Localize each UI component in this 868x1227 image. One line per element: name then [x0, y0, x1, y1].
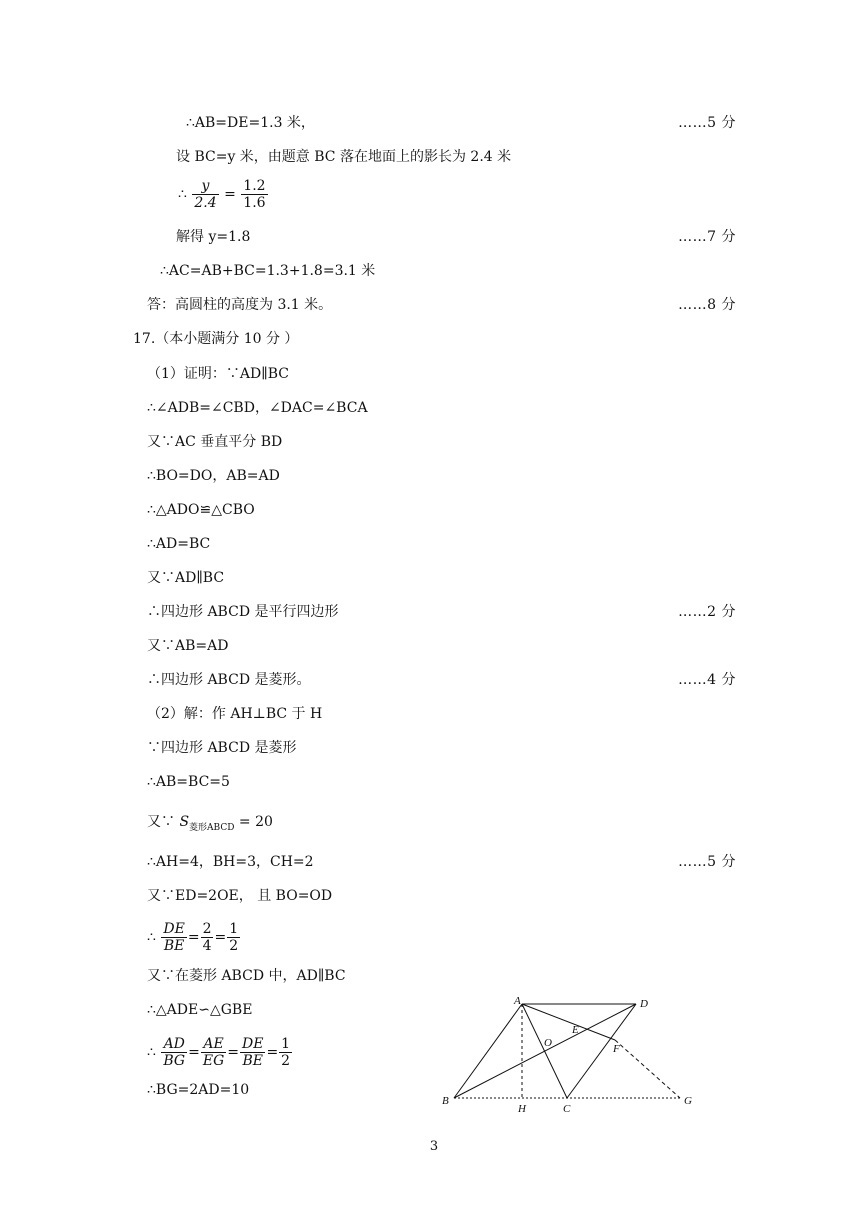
line-in-rhombus: 又∵在菱形 ABCD 中，AD∥BC	[147, 968, 346, 984]
label-G: G	[684, 1095, 692, 1107]
problem-17-heading: 17.（本小题满分 10 分 ）	[133, 331, 299, 347]
line-angles: ∴∠ADB=∠CBD，∠DAC=∠BCA	[147, 400, 368, 416]
score-8: ……8 分	[678, 297, 736, 313]
label-O: O	[544, 1037, 552, 1049]
line-is-rhombus: ∵四边形 ABCD 是菱形	[147, 740, 297, 756]
score-5a: ……5 分	[678, 115, 736, 131]
line-ratio: ∴ $\frac{y}{2.4}$ = $\frac{1.2}{1.6}$	[178, 178, 266, 211]
label-C: C	[563, 1103, 571, 1115]
line-similar-ratio: ∴ $\frac{AD}{BG}$ = $\frac{AE}{EG}$ = $\frac{DE}{BE}$ = $\frac{1}{2}$	[147, 1036, 291, 1069]
line-ab-de: ∴AB=DE=1.3 米，	[186, 115, 315, 131]
label-E: E	[572, 1024, 579, 1036]
label-B: B	[442, 1095, 449, 1107]
label-D: D	[640, 998, 648, 1010]
label-A: A	[514, 995, 521, 1007]
line-area: 又∵ $S_{菱形ABCD} = 20$	[147, 814, 273, 833]
line-ed-2oe: 又∵ED=2OE， 且 BO=OD	[147, 888, 333, 904]
line-ad-bc: ∴AD=BC	[147, 536, 211, 552]
score-4: ……4 分	[678, 672, 736, 688]
score-7: ……7 分	[678, 229, 736, 245]
score-5b: ……5 分	[678, 854, 736, 870]
line-rhombus: ∴四边形 ABCD 是菱形。	[147, 672, 311, 688]
fraction-y-2.4: $\frac{y}{2.4}$	[194, 178, 217, 211]
line-perp-bisect: 又∵AC 垂直平分 BD	[147, 434, 283, 450]
line-answer: 答：高圆柱的高度为 3.1 米。	[147, 297, 333, 313]
line-ad-parallel: 又∵AD∥BC	[147, 570, 225, 586]
label-H: H	[518, 1103, 526, 1115]
line-ac: ∴AC=AB+BC=1.3+1.8=3.1 米	[160, 263, 376, 279]
rhombus-figure	[430, 990, 710, 1115]
line-solve-y: 解得 y=1.8	[176, 229, 251, 245]
line-bo-do: ∴BO=DO，AB=AD	[147, 468, 280, 484]
line-de-be-ratio: ∴ $\frac{DE}{BE}$ = $\frac{2}{4}$ = $\frac{1}{2}$	[147, 921, 239, 954]
line-part2: （2）解：作 AH⊥BC 于 H	[147, 706, 323, 722]
line-congruent: ∴△ADO≌△CBO	[147, 502, 255, 518]
fraction-1.2-1.6: $\frac{1.2}{1.6}$	[243, 178, 266, 211]
score-2: ……2 分	[678, 604, 736, 620]
line-part1: （1）证明：∵AD∥BC	[147, 366, 289, 382]
line-similar: ∴△ADE∽△GBE	[147, 1002, 253, 1018]
label-F: F	[613, 1043, 620, 1055]
line-parallelogram: ∴四边形 ABCD 是平行四边形	[147, 604, 339, 620]
page-number: 3	[429, 1139, 439, 1154]
line-bg-10: ∴BG=2AD=10	[147, 1082, 250, 1098]
line-ah-bh-ch: ∴AH=4，BH=3，CH=2	[147, 854, 314, 870]
line-ab-ad: 又∵AB=AD	[147, 638, 229, 654]
line-ab-bc-5: ∴AB=BC=5	[147, 774, 230, 790]
line-set-bc: 设 BC=y 米，由题意 BC 落在地面上的影长为 2.4 米	[176, 149, 512, 165]
